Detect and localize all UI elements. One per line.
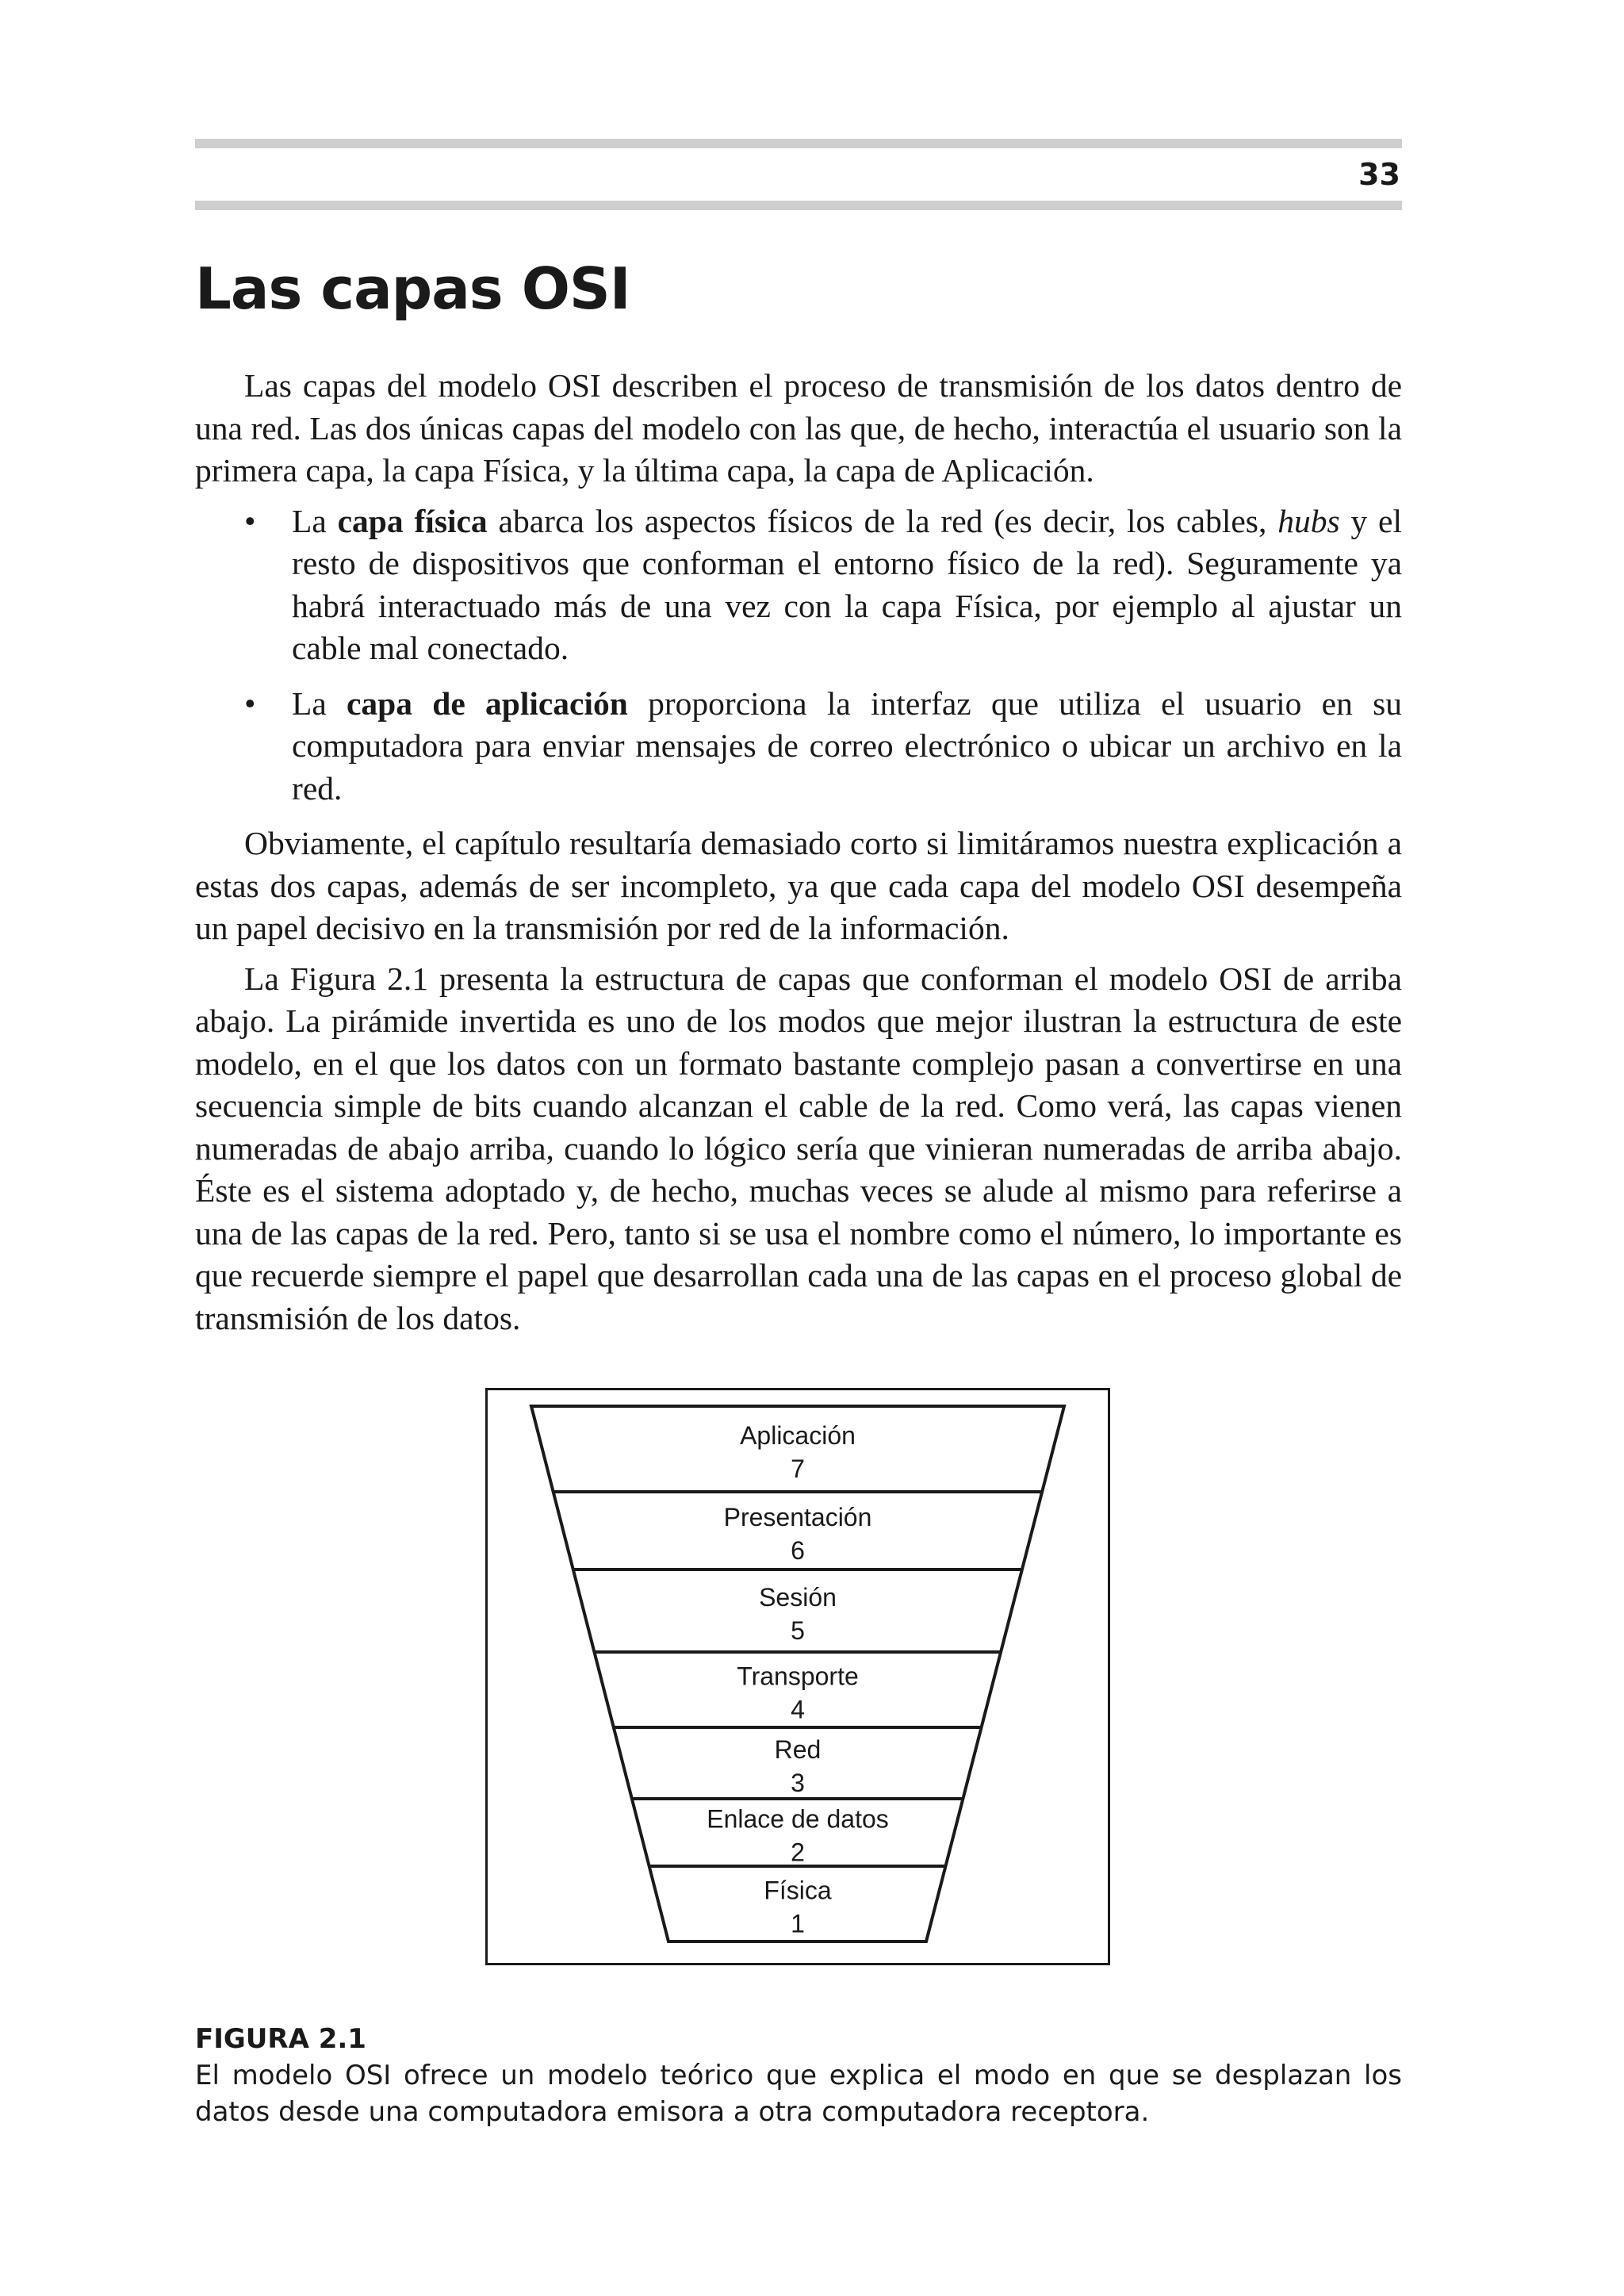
osi-layer bbox=[724, 1503, 872, 1565]
italic-term: hubs bbox=[1277, 502, 1340, 539]
osi-layer bbox=[775, 1735, 822, 1797]
osi-layer bbox=[737, 1662, 859, 1724]
figure-caption bbox=[195, 2021, 1402, 2130]
layer-number: 5 bbox=[791, 1616, 805, 1645]
header-rule-bottom bbox=[195, 201, 1402, 210]
osi-figure bbox=[485, 1388, 1110, 1965]
paragraph-3: La Figura 2.1 presenta la estructura de capas que conforman el modelo OSI de arriba abajo. La pirámide invertida es uno de los modos que mejor ilustran la estructura de este modelo, en el que los datos con un formato bastante complejo pasan a convertirse en una secuencia simple de bits cuando alcanzan el cable de la red. Como verá, las capas vienen numeradas de abajo arriba, cuando lo lógico sería que vinieran numeradas de arriba abajo. Éste es el sistema adoptado y, de hecho, muchas veces se alude al mismo para referirse a una de las capas de la red. Pero, tanto si se usa el nombre como el número, lo importante es que recuerde siempre el papel que desarrollan cada una de las capas en el proceso global de transmisión de los datos. bbox=[195, 960, 1402, 1336]
header-rule-top bbox=[195, 139, 1402, 148]
bullet-prefix: La bbox=[292, 684, 347, 722]
layer-name: Red bbox=[774, 1735, 822, 1764]
bullet-suffix: y el resto de dispositivos que conforman el entorno físico de la red). Seguramente ya habrá interactuado más de una vez con la capa Física, por ejemplo al ajustar un cable mal conectado. bbox=[292, 502, 1402, 666]
layer-name: Física bbox=[764, 1876, 832, 1905]
layer-number: 7 bbox=[791, 1455, 805, 1483]
layer-number: 6 bbox=[791, 1536, 805, 1565]
bullet-suffix: proporciona la interfaz que utiliza el usuario en su computadora para enviar mensajes de correo electrónico o ubicar un archivo en la red. bbox=[292, 684, 1402, 807]
body-text bbox=[195, 365, 1402, 1347]
intro-paragraph: Las capas del modelo OSI describen el proceso de transmisión de los datos dentro de una red. Las dos únicas capas del modelo con las que, de hecho, interactúa el usuario son la primera capa, la capa Física, y la última capa, la capa de Aplicación. bbox=[195, 367, 1402, 489]
bold-term: capa de aplicación bbox=[347, 684, 628, 722]
bullet-icon: • bbox=[244, 684, 256, 722]
page-number: 33 bbox=[1358, 157, 1400, 192]
osi-layer bbox=[764, 1876, 832, 1938]
layer-number: 1 bbox=[791, 1909, 805, 1938]
layer-number: 3 bbox=[791, 1769, 805, 1797]
osi-layer bbox=[740, 1421, 856, 1483]
bold-term: capa física bbox=[337, 502, 488, 539]
layer-number: 2 bbox=[791, 1838, 805, 1867]
bullet-prefix: La bbox=[292, 502, 338, 539]
paragraph-2: Obviamente, el capítulo resultaría demasiado corto si limitáramos nuestra explicación a estas dos capas, además de ser incompleto, ya que cada capa del modelo OSI desempeña un papel decisivo en la transmisión por red de la información. bbox=[195, 825, 1402, 946]
layer-name: Presentación bbox=[723, 1503, 872, 1531]
layer-name: Sesión bbox=[759, 1583, 837, 1612]
layer-name: Aplicación bbox=[740, 1421, 856, 1450]
section-title: Las capas OSI bbox=[195, 255, 630, 322]
bullet-icon: • bbox=[244, 502, 256, 539]
bullet-item-physical-layer bbox=[195, 500, 1402, 670]
bullet-middle: abarca los aspectos físicos de la red (es decir, los cables, bbox=[487, 502, 1278, 539]
layer-name: Enlace de datos bbox=[707, 1804, 889, 1834]
bullet-item-application-layer bbox=[195, 683, 1402, 811]
layer-number: 4 bbox=[791, 1695, 805, 1724]
layer-name: Transporte bbox=[737, 1662, 859, 1691]
caption-text: El modelo OSI ofrece un modelo teórico que explica el modo en que se desplazan los datos desde una computadora emisora a otra computadora receptora. bbox=[195, 2060, 1402, 2128]
osi-layer bbox=[759, 1583, 837, 1645]
inverted-pyramid bbox=[531, 1406, 1064, 1941]
bullet-list bbox=[195, 500, 1402, 811]
caption-label: FIGURA 2.1 bbox=[195, 2023, 366, 2055]
osi-pyramid-diagram bbox=[488, 1390, 1108, 1963]
osi-layer bbox=[707, 1805, 889, 1867]
